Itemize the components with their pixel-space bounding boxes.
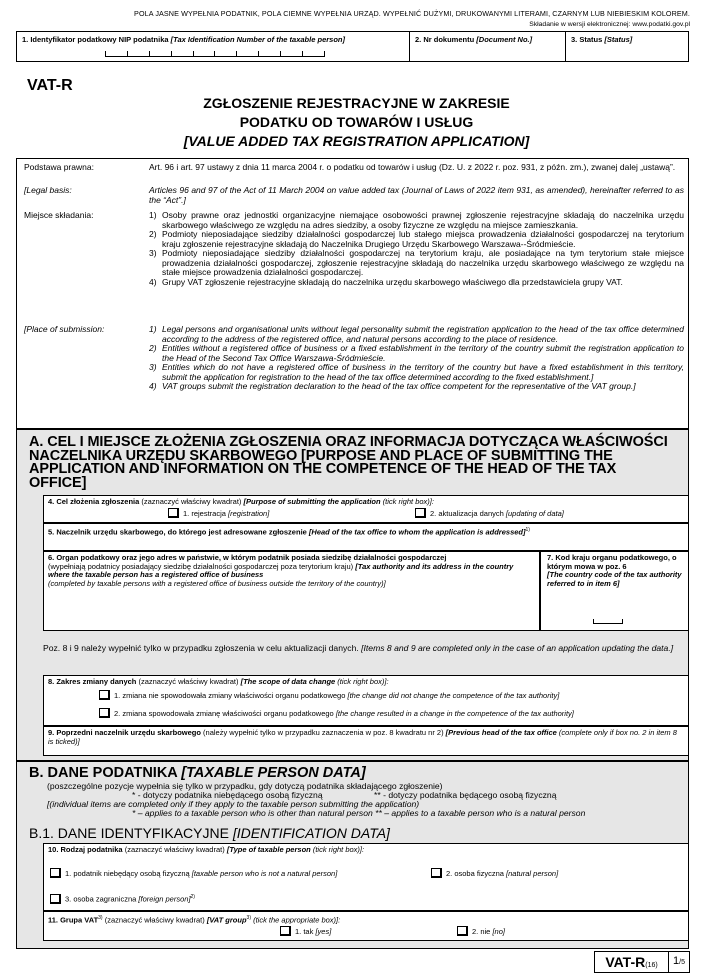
field-7-label: 7. Kod kraju organu podatkowego, o którym mowa w poz. 6 [547,553,677,571]
field-7-label-en: [The country code of the tax authority referred to in item 6] [547,570,682,588]
option-label: 1. podatnik niebędący osobą fizyczną [65,869,190,878]
field-9-previous-office[interactable] [43,726,689,756]
section-b1-title-pl: B.1. DANE IDENTYFIKACYJNE [29,825,229,841]
section-a [16,429,689,761]
field-8-option-1[interactable] [99,690,559,701]
field-11-option-yes[interactable] [280,926,331,937]
field-5-tax-office[interactable]: 5. Naczelnik urzędu skarbowego, do którego jest adresowane zgłoszenie [Head of the tax office to whom the application is addressed]$^{1)}$ [43,523,689,551]
section-b-title [29,765,366,781]
field-11-label: 11. Grupa VAT [48,915,99,925]
field-6-label-en: [Tax authority and its address in the country where the taxable person has a registered office of business [48,561,514,579]
footer-version: (16) [645,962,658,969]
section-b1-title [29,825,390,841]
field-10-hint-en: (tick right box)]: [312,845,365,854]
checkbox-vat-group-no[interactable] [457,926,468,936]
section-b-note-1: (poszczególne pozycje wypełnia się tylko w przypadku, gdy dotyczą podatnika składającego zgłoszenie) [47,781,443,791]
field-4-hint-en: (tick right box)]: [382,497,434,506]
field-8-option-2[interactable] [99,708,574,719]
option-label-en: [the change resulted in a change in the competence of the tax authority] [335,709,574,718]
footer-form-id [594,951,690,973]
place-item: 2) Podmioty nieposiadające siedziby działalności gospodarczej lub stałego miejsca prowadzenia działalności gospodarczej na terytorium kraju zgłoszenie rejestracyjne składają do Naczelnika Drugiego Urzędu Skarbowego Warszawa--Śródmieście. [149,229,684,249]
checkbox-legal-person[interactable] [50,868,61,878]
option-label: 1. tak [295,927,314,936]
option-label-en: [yes] [315,927,332,936]
field-10-option-1[interactable] [50,868,337,879]
place-list [149,211,684,287]
field-11-hint-en: (tick the appropriate box)]: [253,915,341,925]
place-item: 1) Osoby prawne oraz jednostki organizacyjne niemające osobowości prawnej zgłoszenie rejestracyjne składają do naczelnika urzędu skarbowego właściwego ze względu na adres siedziby, a osoby fizyczne ze względu na miejsce zamieszkania. [149,210,684,230]
form-code: VAT-R [27,77,73,94]
option-label: 1. zmiana nie spowodowała zmiany właściwości organu podatkowego [114,691,346,700]
place-item: 4) Grupy VAT zgłoszenie rejestracyjne składają do naczelnika urzędu skarbowego właściwego dla przedstawiciela grupy VAT. [149,276,623,287]
checkbox-competence-change[interactable] [99,708,110,718]
option-label: 2. zmiana spowodowała zmianę właściwości organu podatkowego [114,709,334,718]
field-6-hint-en: (completed by taxable persons with a registered office of business outside the territory of the country)] [48,578,386,588]
option-label: 1. rejestracja [183,509,226,518]
section-b1-title-en: [IDENTIFICATION DATA] [232,825,390,841]
place-item-en: 2) Entities without a registered office of business or a fixed establishment in the territory of the country submit the registration application to the Head of the Second Tax Office Warszawa-Śródmieście. [149,343,684,363]
legal-basis-label-en: [Legal basis: [24,185,72,195]
option-label-en: [natural person] [506,869,559,878]
footer-page-number: 1 [673,955,680,967]
title-line-1: ZGŁOSZENIE REJESTRACYJNE W ZAKRESIE [203,95,510,111]
note-star: * - dotyczy podatnika niebędącego osobą fizyczną [132,790,323,800]
field-8-hint-en: (tick right box)]: [337,677,389,686]
footer-code-text: VAT-R [605,954,646,970]
legal-basis-text-en: Articles 96 and 97 of the Act of 11 March 2004 on value added tax (Journal of Laws of 2022 item 931, as amended), hereinafter referred to as the “Act”.] [149,185,684,205]
title-line-2: PODATKU OD TOWARÓW I USŁUG [239,114,474,130]
field-10-label-en: [Type of taxable person [226,845,311,854]
field-5-label: 5. Naczelnik urzędu skarbowego, do którego jest adresowane zgłoszenie [48,527,307,537]
electronic-submission-note: Składanie w wersji elektronicznej: www.podatki.gov.pl [529,21,690,28]
field-10-hint: (zaznaczyć właściwy kwadrat) [124,845,225,854]
option-label-en: [registration] [228,509,270,518]
place-item-en: 3) Entities which do not have a registered office of business in the territory of the country but have a fixed establishment in this territory, submit the application for registration to the head of the tax office determined according to the fixed establishment.] [149,362,684,382]
option-label-en: [no] [492,927,505,936]
field-document-no-label-en: [Document No.] [476,35,533,44]
field-4-option-2[interactable] [415,508,564,519]
field-status-label: 3. Status [571,35,603,44]
footer-page [669,952,689,972]
field-9-label: 9. Poprzedni naczelnik urzędu skarbowego [48,728,201,737]
field-4-hint: (zaznaczyć właściwy kwadrat) [141,497,242,506]
field-6-tax-authority[interactable] [43,551,540,631]
field-status [566,32,688,61]
checkbox-registration[interactable] [168,508,179,518]
option-label: 3. osoba zagraniczna [65,894,137,904]
checkbox-natural-person[interactable] [431,868,442,878]
field-11-vat-group: 11. Grupa VAT$^{3)}$ (zaznaczyć właściwy kwadrat) [VAT group$^{3)}$ (tick the appropriate box)]: 1. tak [yes] 2. nie [no] [43,911,689,941]
section-b-title-en: [TAXABLE PERSON DATA] [181,765,366,781]
country-code-ticks [593,619,623,624]
section-b [16,761,689,949]
option-label: 2. osoba fizyczna [446,869,504,878]
field-8-hint: (zaznaczyć właściwy kwadrat) [138,677,239,686]
field-document-no-label: 2. Nr dokumentu [415,35,475,44]
field-7-country-code[interactable] [540,551,689,631]
field-4-option-1[interactable] [168,508,269,519]
option-label-en: [the change did not change the competence of the tax authority] [347,691,560,700]
legal-info-box [16,158,689,429]
field-document-no [410,32,566,61]
checkbox-update[interactable] [415,508,426,518]
option-label-en: [taxable person who is not a natural person] [191,869,338,878]
field-8-label: 8. Zakres zmiany danych [48,677,137,686]
field-9-label-en: [Previous head of the tax office [445,728,557,737]
field-11-label-en: [VAT group [206,915,247,925]
legal-basis-label: Podstawa prawna: [24,162,94,172]
field-status-label-en: [Status] [604,35,633,44]
field-11-hint: (zaznaczyć właściwy kwadrat) [104,915,205,925]
checkbox-foreign-person[interactable] [50,894,61,904]
place-label: Miejsce składania: [24,210,94,220]
note-double-star: ** - dotyczy podatnika będącego osobą fizyczną [374,790,557,800]
option-label-en: [updating of data] [505,509,564,518]
field-10-person-type [43,843,689,911]
section-b-note-2 [47,791,687,800]
option-label: 2. aktualizacja danych [430,509,504,518]
place-label-en: [Place of submission: [24,324,105,334]
field-5-label-en: [Head of the tax office to whom the application is addressed] [308,527,526,537]
field-6-label: 6. Organ podatkowy oraz jego adres w państwie, w którym podatnik posiada siedzibę działalności gospodarczej [48,553,447,562]
note-items-8-9 [43,640,683,657]
section-b-title-pl: B. DANE PODATNIKA [29,765,178,781]
field-4-label: 4. Cel złożenia zgłoszenia [48,497,140,506]
note-en: [Items 8 and 9 are completed only in the case of an application updating the data.] [361,643,674,653]
field-11-option-no[interactable] [457,926,505,937]
field-4-purpose [43,495,689,523]
option-label: 2. nie [472,927,491,936]
place-item: 3) Podmioty nieposiadające siedziby działalności gospodarczej na terytorium kraju, ale posiadające na tym terytorium stałe miejsce prowadzenia działalności gospodarczej, zgłoszenie rejestracyjne składają do naczelnika urzędu skarbowego właściwego ze względu na stałe miejsce prowadzenia działalności gospodarczej. [149,248,684,277]
legal-basis-text: Art. 96 i art. 97 ustawy z dnia 11 marca 2004 r. o podatku od towarów i usług (Dz. U. z 2022 r. poz. 931, z późn. zm.), zwanej dalej „ustawą”. [149,162,676,172]
fill-instruction-note: POLA JASNE WYPEŁNIA PODATNIK, POLA CIEMNE WYPEŁNIA URZĄD. WYPEŁNIĆ DUŻYMI, DRUKOWANYMI LITERAMI, CZARNYM LUB NIEBIESKIM KOLOREM. [134,9,690,18]
place-item-en: 1) Legal persons and organisational units without legal personality submit the registration application to the head of the tax office determined according to the address of the registered office, and natural persons according to the place of residence. [149,324,684,344]
field-10-option-2[interactable] [431,868,558,879]
checkbox-no-competence-change[interactable] [99,690,110,700]
field-nip-label-en: [Tax Identification Number of the taxable person] [170,35,345,44]
field-10-label: 10. Rodzaj podatnika [48,845,123,854]
footer-code [595,952,669,972]
nip-digit-ticks [105,51,325,57]
place-item-en: 4) VAT groups submit the registration declaration to the head of the tax office competent for the representative of the VAT group.] [149,381,636,391]
section-b-notes [47,782,687,818]
field-nip-label: 1. Identyfikator podatkowy NIP podatnika [22,35,169,44]
id-bar [16,31,689,62]
field-9-hint-en: (complete only if box no. 2 in item 8 is ticked)] [48,728,677,746]
field-10-option-3[interactable]: 3. osoba zagraniczna [foreign person]$^{2)}$ [50,893,195,904]
option-label-en: [foreign person] [138,894,191,904]
field-9-hint: (należy wypełnić tylko w przypadku zaznaczenia w poz. 8 kwadratu nr 2) [203,728,444,737]
place-list-en [149,325,684,392]
title-line-3: [VALUE ADDED TAX REGISTRATION APPLICATION] [183,133,530,149]
field-nip[interactable] [17,32,410,61]
checkbox-vat-group-yes[interactable] [280,926,291,936]
section-b-note-3: [(individual items are completed only if they apply to the taxable person submitting the application) [47,799,420,809]
note-pl: Poz. 8 i 9 należy wypełnić tylko w przypadku zgłoszenia w celu aktualizacji danych. [43,643,359,653]
field-6-hint: (wypełniają podatnicy posiadający siedzibę działalności gospodarczej poza terytorium kraju) [48,561,354,571]
field-8-label-en: [The scope of data change [240,677,336,686]
section-b-note-4: * – applies to a taxable person who is other than natural person ** – applies to a taxable person who is a natural person [132,808,586,818]
section-a-title: A. CEL I MIEJSCE ZŁOŻENIA ZGŁOSZENIA ORAZ INFORMACJA DOTYCZĄCA WŁAŚCIWOŚCI NACZELNIKA URZĘDU SKARBOWEGO [PURPOSE AND PLACE OF SUBMITTING THE APPLICATION AND INFORMATION ON THE COMPETENCE OF THE HEAD OF THE TAX OFFICE] [29,434,668,491]
footer-page-total: /5 [679,959,685,966]
field-8-change-scope [43,675,689,726]
field-4-label-en: [Purpose of submitting the application [243,497,381,506]
